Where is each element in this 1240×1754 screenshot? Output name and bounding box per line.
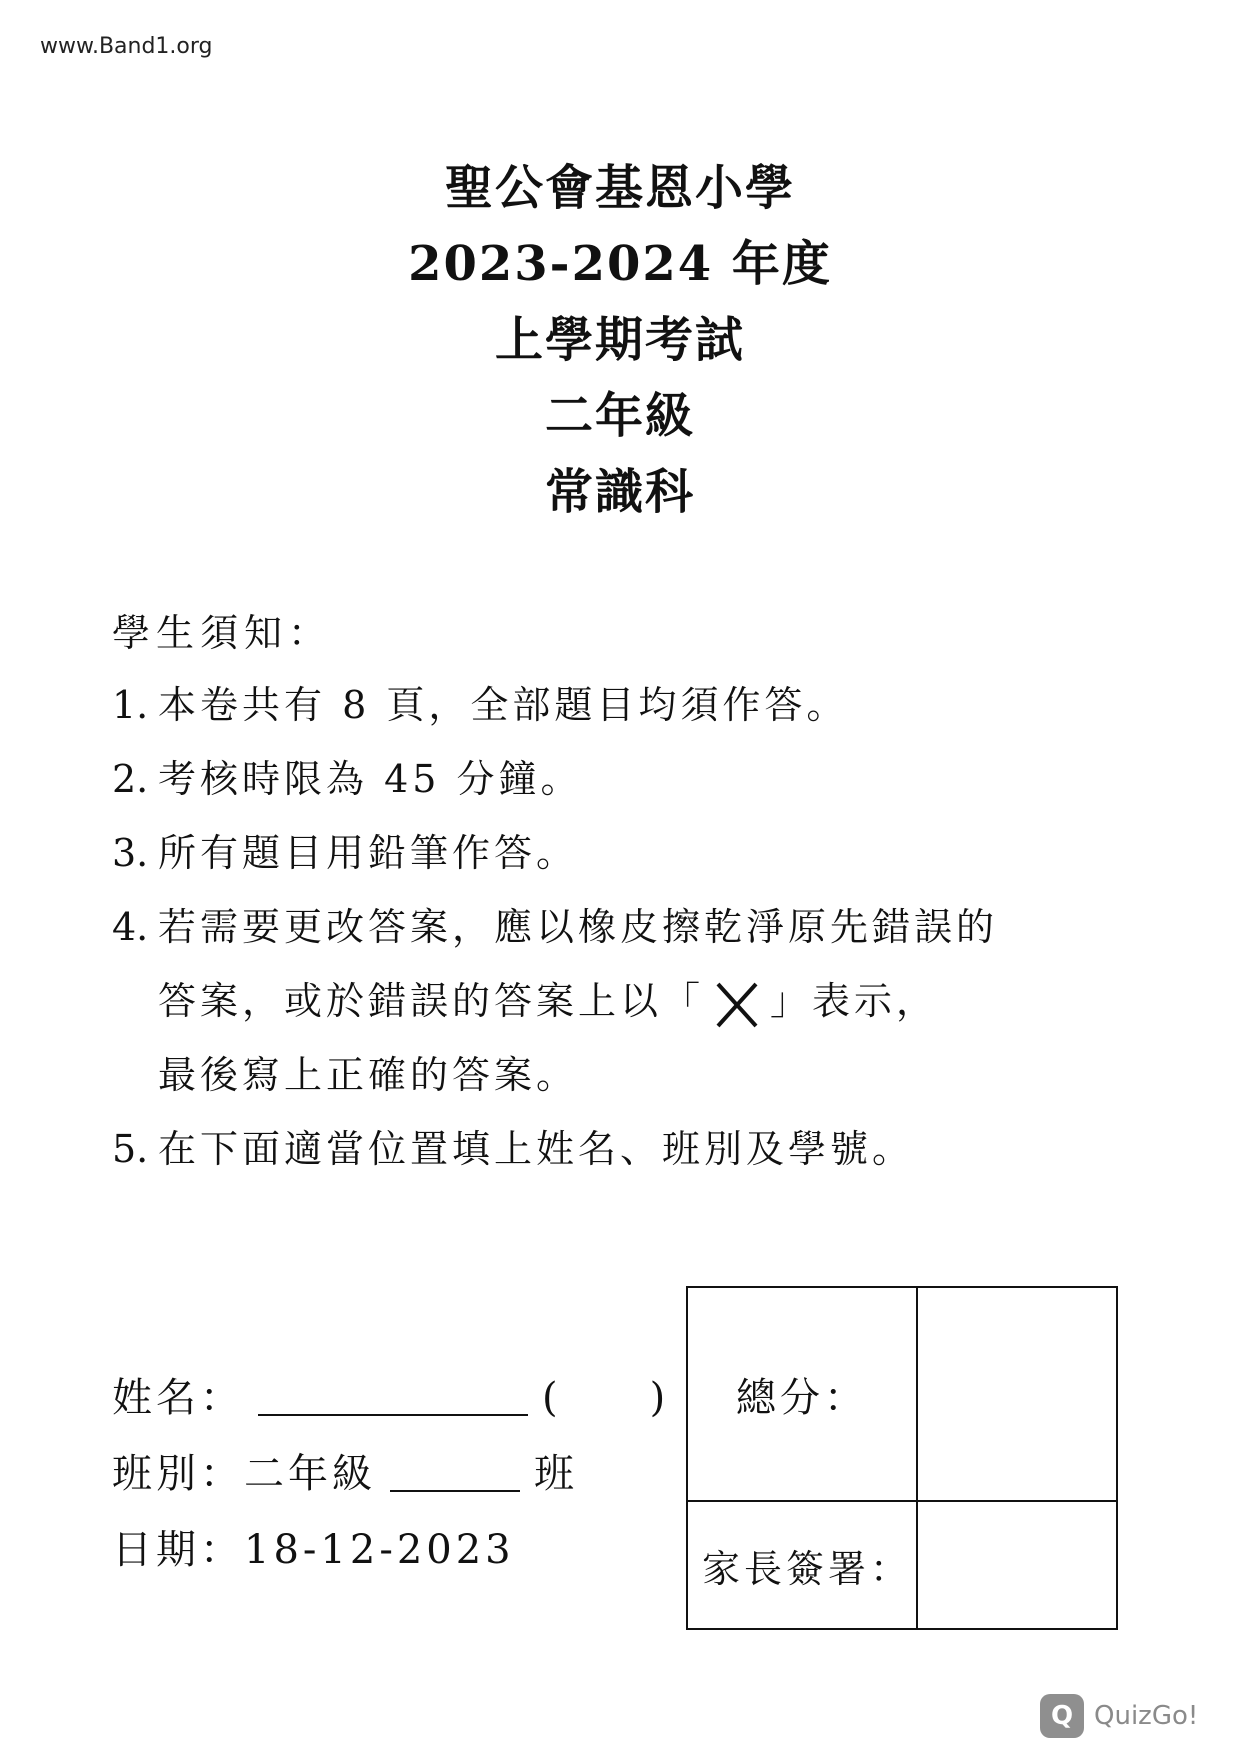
name-label: 姓名： xyxy=(112,1375,244,1421)
total-score-box[interactable] xyxy=(917,1287,1117,1501)
subject-name: 常識科 xyxy=(544,464,695,520)
instruction-text-line2 xyxy=(158,964,998,1038)
instruction-text: 考核時限為 45 分鐘。 xyxy=(158,757,583,801)
student-instructions xyxy=(112,598,1112,1186)
exam-header xyxy=(0,150,1240,530)
instruction-item xyxy=(112,890,1112,1112)
instruction-text: 在下面適當位置填上姓名、班別及學號。 xyxy=(158,1127,915,1171)
name-field[interactable] xyxy=(258,1380,528,1416)
instruction-text-part: 答案，或於錯誤的答案上以「 xyxy=(158,979,705,1023)
total-score-label: 總分： xyxy=(687,1287,917,1501)
class-row xyxy=(112,1436,669,1512)
score-table xyxy=(686,1286,1118,1630)
parent-signature-label: 家長簽署： xyxy=(687,1501,917,1629)
academic-year: 2023-2024 年度 xyxy=(408,236,832,292)
instruction-text: 最後寫上正確的答案。 xyxy=(158,1053,579,1097)
date-row xyxy=(112,1512,669,1588)
site-watermark: www.Band1.org xyxy=(40,34,213,59)
school-name: 聖公會基恩小學 xyxy=(444,160,795,216)
class-label: 班別：二年級 xyxy=(112,1451,376,1497)
cross-mark-icon xyxy=(710,978,764,1032)
student-number-field[interactable]: ( ) xyxy=(542,1375,670,1421)
date-label: 日期： xyxy=(112,1527,244,1573)
parent-signature-box[interactable] xyxy=(917,1501,1117,1629)
instruction-text: 本卷共有 8 頁，全部題目均須作答。 xyxy=(158,683,849,727)
instruction-item xyxy=(112,668,1112,742)
class-suffix: 班 xyxy=(534,1451,578,1497)
instruction-text: 若需要更改答案，應以橡皮擦乾淨原先錯誤的 xyxy=(158,905,999,949)
date-value: 18-12-2023 xyxy=(244,1527,515,1573)
instruction-number: 1. xyxy=(112,683,149,727)
instruction-number: 2. xyxy=(112,757,149,801)
exam-term: 上學期考試 xyxy=(494,312,745,368)
instruction-number: 3. xyxy=(112,831,149,875)
quizgo-logo xyxy=(1040,1694,1198,1738)
instruction-number: 4. xyxy=(112,905,149,949)
instruction-text: 所有題目用鉛筆作答。 xyxy=(158,831,579,875)
student-info xyxy=(112,1360,669,1588)
quizgo-q-icon: Q xyxy=(1040,1694,1084,1738)
instruction-text-part: 」表示， xyxy=(770,979,939,1023)
logo-text: QuizGo! xyxy=(1094,1701,1199,1731)
name-row xyxy=(112,1360,669,1436)
instruction-item xyxy=(112,742,1112,816)
instructions-title: 學生須知： xyxy=(112,611,333,655)
instruction-item xyxy=(112,1112,1112,1186)
grade-level: 二年級 xyxy=(544,388,695,444)
instruction-number: 5. xyxy=(112,1127,149,1171)
instruction-item xyxy=(112,816,1112,890)
class-field[interactable] xyxy=(390,1456,520,1492)
